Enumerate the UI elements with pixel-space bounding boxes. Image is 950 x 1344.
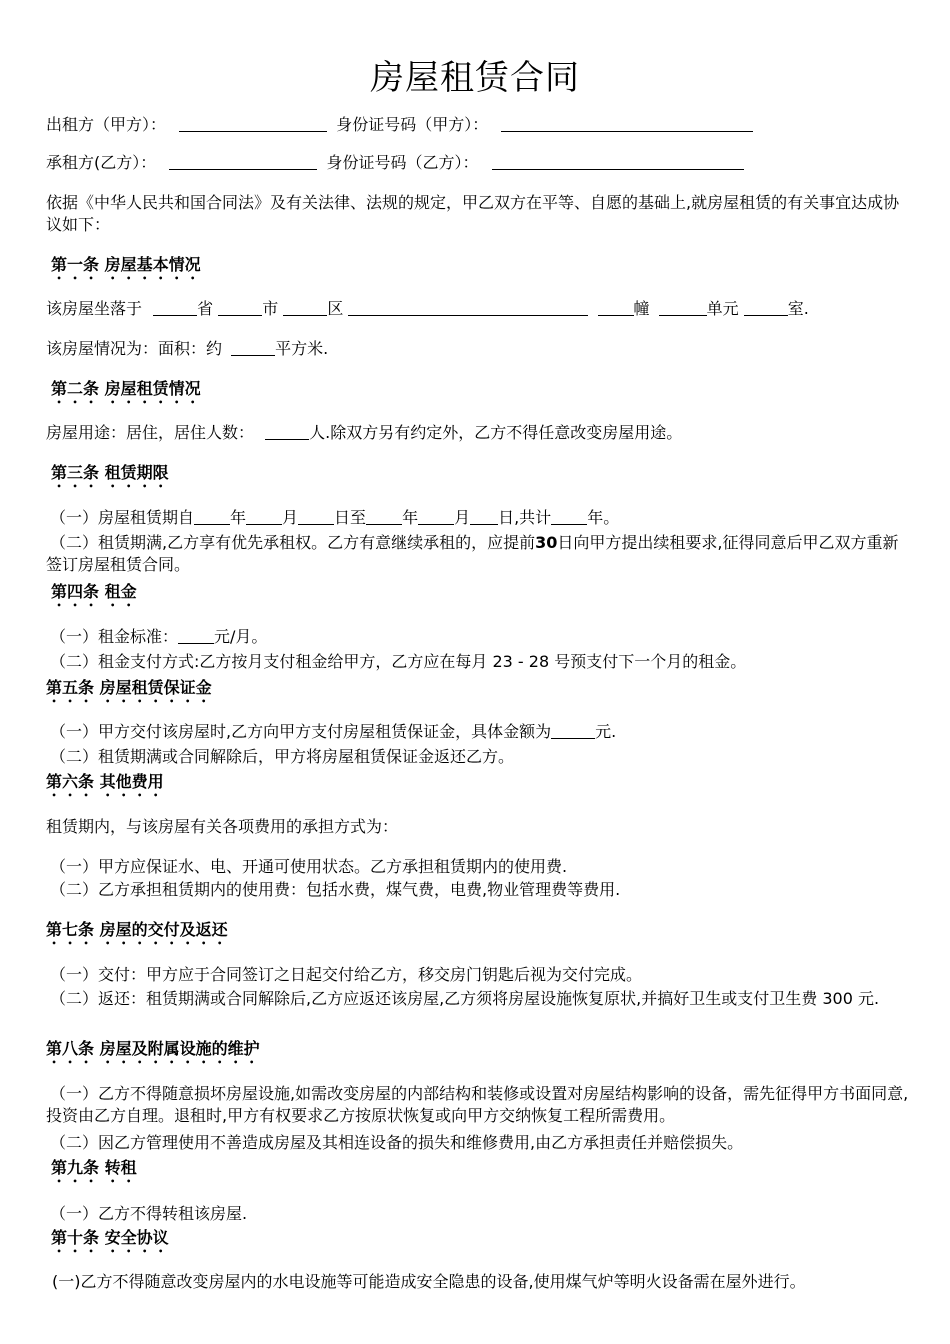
article-9-item-1: （一）乙方不得转租该房屋. (50, 1204, 248, 1223)
article-4-payment: （二）租金支付方式:乙方按月支付租金给甲方，乙方应在每月 23 - 28 号预支付下一个月的租金。 (50, 652, 747, 671)
party-a-name-field[interactable] (179, 115, 327, 132)
area-unit: 平方米. (275, 339, 329, 358)
year-end-label: 年。 (587, 508, 620, 527)
article-1-area (46, 338, 908, 360)
article-3-heading: 第三条 租赁期限 (51, 463, 169, 482)
article-2-use (46, 422, 908, 444)
building-label: 幢 (633, 299, 650, 318)
month-label: 月 (454, 508, 471, 527)
article-6-item-1: （一）甲方应保证水、电、开通可使用状态。乙方承担租赁期内的使用费. (50, 857, 568, 876)
start-day-field[interactable] (298, 508, 334, 525)
rent-field[interactable] (178, 627, 214, 644)
article-7-item-2: （二）返还：租赁期满或合同解除后,乙方应返还该房屋,乙方须将房屋设施恢复原状,并搞好卫生或支付卫生费 300 元. (50, 989, 880, 1008)
end-year-field[interactable] (366, 508, 402, 525)
end-month-field[interactable] (418, 508, 454, 525)
article-9-heading: 第九条 转租 (51, 1158, 137, 1177)
renewal-text-a: （二）租赁期满,乙方享有优先承租权。乙方有意继续承租的，应提前 (50, 533, 536, 552)
article-7-heading: 第七条 房屋的交付及返还 (46, 920, 228, 939)
party-a-label: 出租方（甲方）： (46, 115, 167, 134)
total-years-field[interactable] (551, 508, 587, 525)
party-b-name-field[interactable] (169, 153, 317, 170)
article-8-heading: 第八条 房屋及附属设施的维护 (46, 1039, 260, 1058)
province-label: 省 (197, 299, 214, 318)
article-5-deposit (50, 721, 912, 743)
article-10-item-1: (一)乙方不得随意改变房屋内的水电设施等可能造成安全隐患的设备,使用煤气炉等明火设备需在屋外进行。 (52, 1272, 806, 1291)
article-1-heading: 第一条 房屋基本情况 (51, 255, 201, 274)
article-4-standard (50, 626, 912, 648)
deposit-field[interactable] (551, 722, 595, 739)
rent-standard-label: （一）租金标准： (50, 627, 179, 646)
article-8-item-1: （一）乙方不得随意损坏房屋设施,如需改变房屋的内部结构和装修或设置对房屋结构影响的设备，需先征得甲方书面同意,投资由乙方自理。退租时,甲方有权要求乙方按原状恢复或向甲方交纳恢复工程所需费用。 (46, 1084, 909, 1125)
party-b-line (46, 152, 908, 174)
article-7-item-1: （一）交付：甲方应于合同签订之日起交付给乙方，移交房门钥匙后视为交付完成。 (50, 965, 643, 984)
party-a-id-label: 身份证号码（甲方）： (336, 115, 489, 134)
article-2-heading: 第二条 房屋租赁情况 (51, 379, 201, 398)
city-label: 市 (262, 299, 279, 318)
address-field[interactable] (348, 299, 588, 316)
article-3-renewal (46, 532, 910, 576)
room-label: 室. (787, 299, 809, 318)
use-label: 房屋用途：居住，居住人数： (46, 423, 255, 442)
unit-label: 单元 (706, 299, 739, 318)
district-label: 区 (327, 299, 344, 318)
end-day-field[interactable] (470, 508, 498, 525)
term-label: （一）房屋租赁期自 (50, 508, 195, 527)
party-b-label: 承租方(乙方）： (46, 153, 157, 172)
article-4-heading: 第四条 租金 (51, 582, 137, 601)
party-a-id-field[interactable] (501, 115, 753, 132)
article-10-heading: 第十条 安全协议 (51, 1228, 169, 1247)
article-6-item-2: （二）乙方承担租赁期内的使用费：包括水费，煤气费，电费,物业管理费等费用. (50, 880, 621, 899)
room-field[interactable] (744, 299, 788, 316)
party-b-id-field[interactable] (492, 153, 744, 170)
renewal-days: 30 (535, 533, 558, 552)
district-field[interactable] (283, 299, 327, 316)
year-label: 年 (230, 508, 247, 527)
month-label: 月 (282, 508, 299, 527)
article-8-item-2: （二）因乙方管理使用不善造成房屋及其相连设备的损失和维修费用,由乙方承担责任并赔偿损失。 (50, 1133, 744, 1152)
renewal-text-b: 日向甲方提出续租要求,征得同意后甲乙双方重新签订房屋租赁合同。 (46, 533, 899, 574)
start-month-field[interactable] (246, 508, 282, 525)
total-label: 日,共计 (498, 508, 552, 527)
area-field[interactable] (231, 339, 275, 356)
article-6-intro: 租赁期内，与该房屋有关各项费用的承担方式为： (46, 817, 399, 836)
article-5-return: （二）租赁期满或合同解除后，甲方将房屋租赁保证金返还乙方。 (50, 747, 515, 766)
article-6-heading: 第六条 其他费用 (46, 772, 164, 791)
rent-unit: 元/月。 (214, 627, 268, 646)
party-b-id-label: 身份证号码（乙方）： (326, 153, 479, 172)
use-clause: 人.除双方另有约定外，乙方不得任意改变房屋用途。 (309, 423, 683, 442)
article-3-term (50, 507, 912, 529)
year-label: 年 (402, 508, 419, 527)
start-year-field[interactable] (194, 508, 230, 525)
building-field[interactable] (598, 299, 634, 316)
article-1-location (46, 298, 908, 320)
deposit-label: （一）甲方交付该房屋时,乙方向甲方支付房屋租赁保证金，具体金额为 (50, 722, 552, 741)
document-title: 房屋租赁合同 (370, 58, 580, 98)
deposit-unit: 元. (595, 722, 617, 741)
occupants-field[interactable] (265, 423, 309, 440)
province-field[interactable] (153, 299, 197, 316)
article-5-heading: 第五条 房屋租赁保证金 (46, 678, 212, 697)
city-field[interactable] (218, 299, 262, 316)
day-to-label: 日至 (334, 508, 367, 527)
party-a-line (46, 114, 908, 136)
location-label: 该房屋坐落于 (46, 299, 143, 318)
intro-paragraph: 依据《中华人民共和国合同法》及有关法律、法规的规定，甲乙双方在平等、自愿的基础上,就房屋租赁的有关事宜达成协议如下： (46, 193, 900, 234)
unit-field[interactable] (659, 299, 707, 316)
area-label: 该房屋情况为：面积：约 (46, 339, 223, 358)
